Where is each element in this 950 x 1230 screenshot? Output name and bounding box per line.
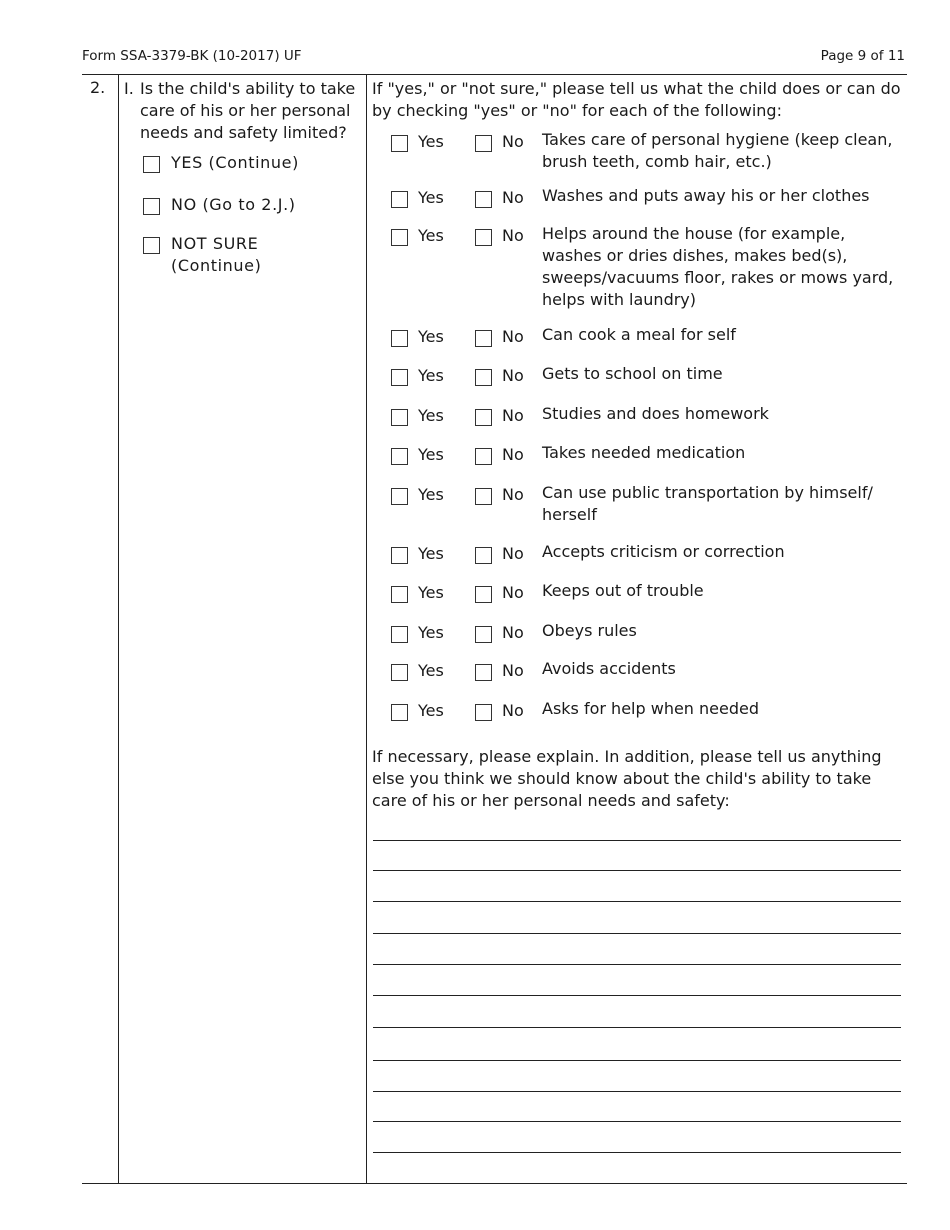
activity-text: Avoids accidents xyxy=(542,659,676,678)
yes-checkbox[interactable] xyxy=(391,330,408,347)
activity-text: Obeys rules xyxy=(542,621,637,640)
activity-text: Can use public transportation by himself/ herself xyxy=(542,483,873,524)
yes-checkbox[interactable] xyxy=(391,409,408,426)
yes-label: Yes xyxy=(418,583,444,602)
no-checkbox[interactable] xyxy=(475,488,492,505)
no-label: No xyxy=(502,544,524,563)
no-checkbox[interactable] xyxy=(475,191,492,208)
no-checkbox[interactable] xyxy=(475,626,492,643)
no-checkbox[interactable] xyxy=(475,135,492,152)
not-sure-checkbox[interactable] xyxy=(143,237,160,254)
no-checkbox[interactable] xyxy=(475,547,492,564)
yes-label: Yes xyxy=(418,226,444,245)
no-label: No xyxy=(502,366,524,385)
activity-text: Asks for help when needed xyxy=(542,699,760,718)
question-number: 2. xyxy=(90,78,106,97)
yes-label: Yes xyxy=(418,132,444,151)
activity-text: Accepts criticism or correction xyxy=(542,542,785,561)
yes-label: Yes xyxy=(418,701,444,720)
activity-text: Washes and puts away his or her clothes xyxy=(542,186,870,205)
writing-line[interactable] xyxy=(373,995,901,996)
yes-label: Yes xyxy=(418,445,444,464)
yes-checkbox[interactable] xyxy=(391,664,408,681)
question-text-block xyxy=(124,78,364,144)
writing-line[interactable] xyxy=(373,933,901,934)
no-label: No xyxy=(502,445,524,464)
yes-checkbox[interactable] xyxy=(391,547,408,564)
no-checkbox[interactable] xyxy=(475,664,492,681)
activity-text: Gets to school on time xyxy=(542,364,723,383)
yes-option-label: YES (Continue) xyxy=(171,153,299,172)
page-number: Page 9 of 11 xyxy=(820,48,905,64)
activity-text: Can cook a meal for self xyxy=(542,325,736,344)
yes-checkbox[interactable] xyxy=(391,586,408,603)
yes-checkbox[interactable] xyxy=(391,626,408,643)
writing-line[interactable] xyxy=(373,1121,901,1122)
activity-text: Studies and does homework xyxy=(542,404,769,423)
form-id: Form SSA-3379-BK (10-2017) UF xyxy=(82,48,302,64)
yes-label: Yes xyxy=(418,485,444,504)
writing-line[interactable] xyxy=(373,840,901,841)
yes-label: Yes xyxy=(418,366,444,385)
no-checkbox[interactable] xyxy=(475,369,492,386)
no-label: No xyxy=(502,188,524,207)
no-label: No xyxy=(502,406,524,425)
question-letter: I. xyxy=(124,79,134,98)
no-checkbox[interactable] xyxy=(475,330,492,347)
no-label: No xyxy=(502,132,524,151)
no-label: No xyxy=(502,623,524,642)
writing-line[interactable] xyxy=(373,1027,901,1028)
no-label: No xyxy=(502,327,524,346)
explain-prompt: If necessary, please explain. In addition, please tell us anything else you think we should know about the child's ability to take care of his or her personal needs and safety: xyxy=(372,747,882,810)
yes-checkbox[interactable] xyxy=(143,156,160,173)
writing-line[interactable] xyxy=(373,1152,901,1153)
no-checkbox[interactable] xyxy=(143,198,160,215)
question-text: Is the child's ability to take care of his or her personal needs and safety limited? xyxy=(140,79,356,142)
yes-label: Yes xyxy=(418,327,444,346)
writing-line[interactable] xyxy=(373,870,901,871)
not-sure-option-label: NOT SURE (Continue) xyxy=(171,234,262,275)
no-label: No xyxy=(502,701,524,720)
yes-checkbox[interactable] xyxy=(391,704,408,721)
no-label: No xyxy=(502,583,524,602)
yes-checkbox[interactable] xyxy=(391,448,408,465)
no-label: No xyxy=(502,661,524,680)
no-checkbox[interactable] xyxy=(475,448,492,465)
activity-text: Helps around the house (for example, washes or dries dishes, makes bed(s), sweeps/vacuums floor, rakes or mows yard, helps with laundry) xyxy=(542,224,894,309)
column-divider-right xyxy=(366,74,367,1184)
no-checkbox[interactable] xyxy=(475,586,492,603)
writing-line[interactable] xyxy=(373,964,901,965)
yes-checkbox[interactable] xyxy=(391,135,408,152)
no-checkbox[interactable] xyxy=(475,409,492,426)
table-top-border xyxy=(82,74,907,75)
intro-text: If "yes," or "not sure," please tell us what the child does or can do by checking "yes" or "no" for each of the following: xyxy=(372,79,901,120)
table-bottom-border xyxy=(82,1183,907,1184)
activity-text: Takes needed medication xyxy=(542,443,746,462)
activity-text: Takes care of personal hygiene (keep clean, brush teeth, comb hair, etc.) xyxy=(542,130,893,171)
yes-label: Yes xyxy=(418,623,444,642)
column-divider-left xyxy=(118,74,119,1184)
no-option-label: NO (Go to 2.J.) xyxy=(171,195,296,214)
no-label: No xyxy=(502,226,524,245)
writing-line[interactable] xyxy=(373,901,901,902)
activity-text: Keeps out of trouble xyxy=(542,581,704,600)
yes-checkbox[interactable] xyxy=(391,488,408,505)
yes-checkbox[interactable] xyxy=(391,369,408,386)
yes-label: Yes xyxy=(418,188,444,207)
yes-checkbox[interactable] xyxy=(391,229,408,246)
yes-label: Yes xyxy=(418,406,444,425)
writing-line[interactable] xyxy=(373,1060,901,1061)
no-checkbox[interactable] xyxy=(475,704,492,721)
yes-label: Yes xyxy=(418,544,444,563)
no-checkbox[interactable] xyxy=(475,229,492,246)
no-label: No xyxy=(502,485,524,504)
writing-line[interactable] xyxy=(373,1091,901,1092)
yes-checkbox[interactable] xyxy=(391,191,408,208)
yes-label: Yes xyxy=(418,661,444,680)
